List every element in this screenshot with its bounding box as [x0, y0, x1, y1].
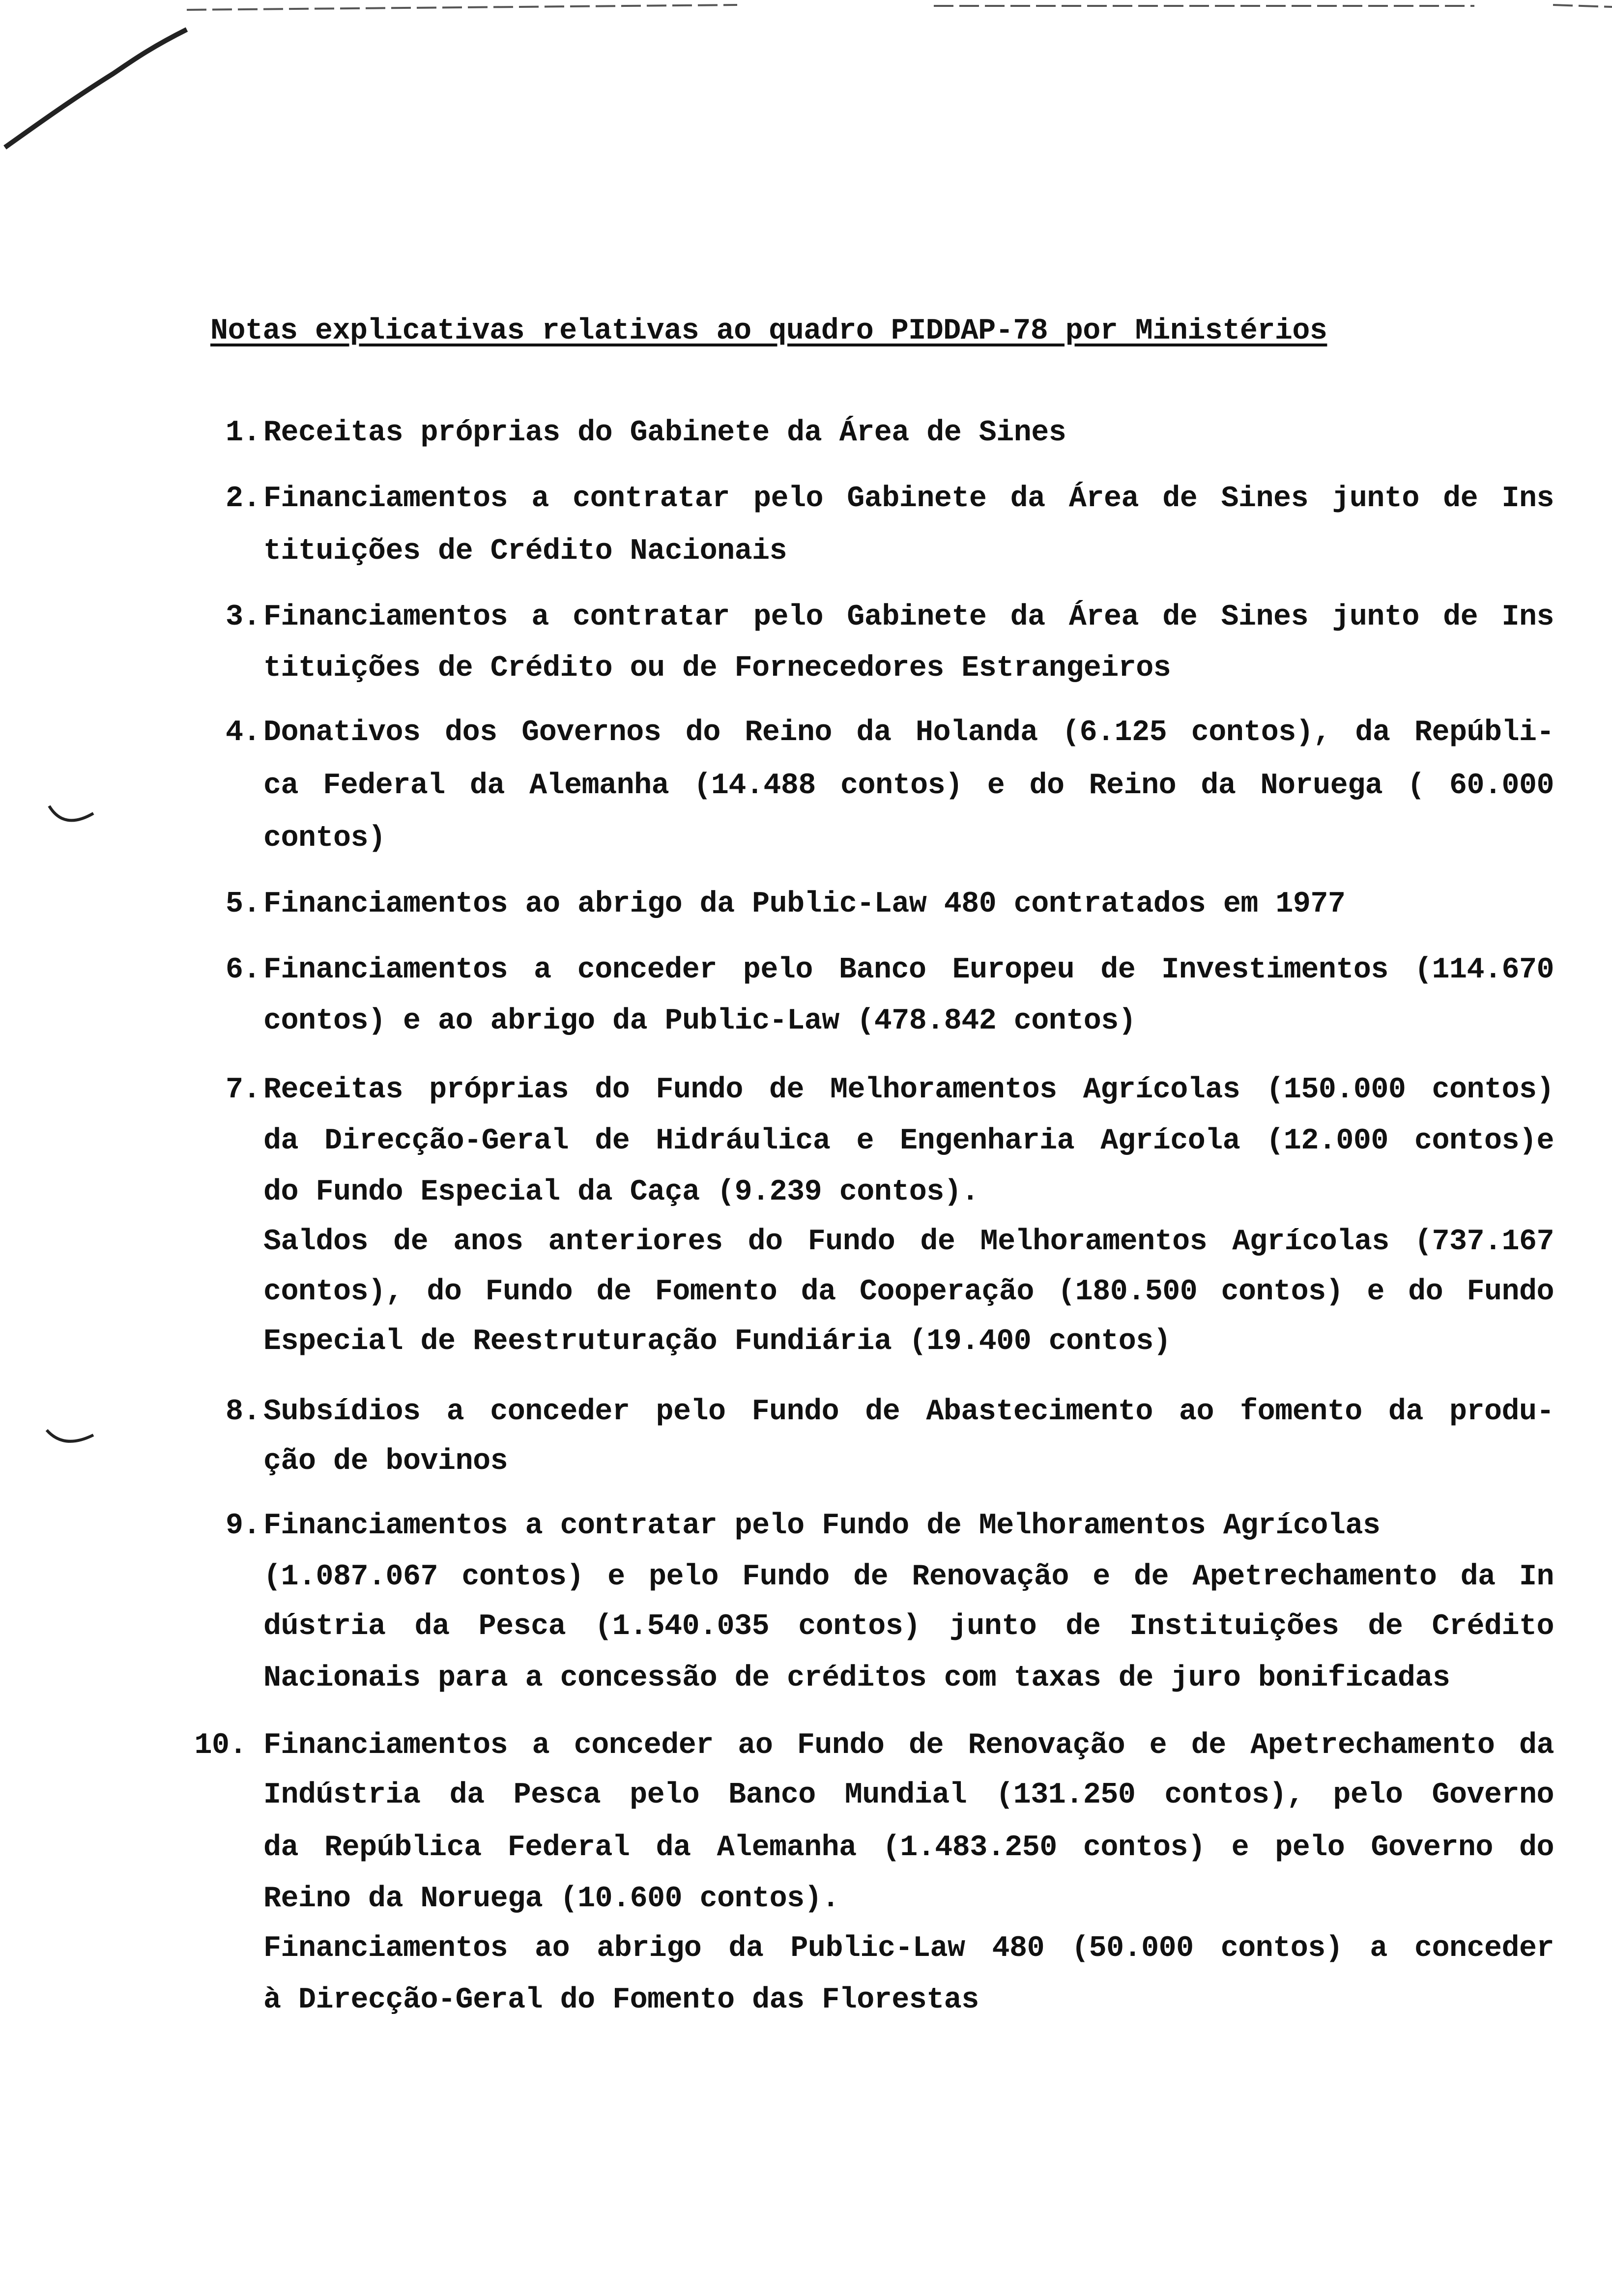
item-number: 9.: [225, 1509, 260, 1543]
item-number: 5.: [225, 887, 260, 921]
item-text-line: do Fundo Especial da Caça (9.239 contos).: [263, 1176, 979, 1209]
item-number: 2.: [225, 482, 260, 516]
item-text-line: Indústria da Pesca pelo Banco Mundial (131.250 contos), pelo Governo: [263, 1778, 1554, 1812]
check-mark: [49, 806, 93, 820]
item-text-line: da Direcção-Geral de Hidráulica e Engenharia Agrícola (12.000 contos)e: [263, 1124, 1554, 1158]
item-number: 10.: [194, 1728, 247, 1762]
top-edge-line: [187, 5, 1612, 10]
item-text-line: Donativos dos Governos do Reino da Holanda (6.125 contos), da Repúbli-: [263, 716, 1554, 750]
item-text-line: ca Federal da Alemanha (14.488 contos) e do Reino da Noruega ( 60.000: [263, 769, 1554, 803]
item-number: 3.: [225, 601, 260, 634]
item-text-line: à Direcção-Geral do Fomento das Florestas: [263, 1983, 979, 2017]
item-text-line: Saldos de anos anteriores do Fundo de Melhoramentos Agrícolas (737.167: [263, 1225, 1554, 1259]
item-text-line: da República Federal da Alemanha (1.483.250 contos) e pelo Governo do: [263, 1831, 1554, 1865]
item-text-line: tituições de Crédito ou de Fornecedores Estrangeiros: [263, 652, 1171, 686]
document-title: Notas explicativas relativas ao quadro PIDDAP-78 por Ministérios: [210, 315, 1327, 348]
item-number: 4.: [225, 716, 260, 750]
item-text-line: contos), do Fundo de Fomento da Cooperação (180.500 contos) e do Fundo: [263, 1275, 1554, 1309]
item-number: 7.: [225, 1073, 260, 1107]
item-number: 6.: [225, 953, 260, 987]
item-text-line: Subsídios a conceder pelo Fundo de Abastecimento ao fomento da produ-: [263, 1395, 1554, 1429]
item-text-line: dústria da Pesca (1.540.035 contos) junto de Instituições de Crédito: [263, 1610, 1554, 1644]
item-text-line: Financiamentos a contratar pelo Gabinete da Área de Sines junto de Ins: [263, 601, 1554, 634]
check-mark: [47, 1430, 93, 1441]
item-text-line: contos): [263, 821, 386, 855]
item-text-line: (1.087.067 contos) e pelo Fundo de Renovação e de Apetrechamento da In: [263, 1560, 1554, 1594]
item-text-line: Receitas próprias do Fundo de Melhoramentos Agrícolas (150.000 contos): [263, 1073, 1554, 1107]
item-text-line: Financiamentos a conceder ao Fundo de Renovação e de Apetrechamento da: [263, 1728, 1554, 1762]
item-text-line: Financiamentos a contratar pelo Gabinete da Área de Sines junto de Ins: [263, 482, 1554, 516]
item-text-line: Nacionais para a concessão de créditos com taxas de juro bonificadas: [263, 1661, 1450, 1695]
item-text-line: contos) e ao abrigo da Public-Law (478.842 contos): [263, 1004, 1136, 1038]
item-text-line: Financiamentos a conceder pelo Banco Europeu de Investimentos (114.670: [263, 953, 1554, 987]
item-number: 1.: [225, 416, 260, 450]
item-text-line: Reino da Noruega (10.600 contos).: [263, 1882, 839, 1916]
item-text-line: Financiamentos ao abrigo da Public-Law 480 contratados em 1977: [263, 887, 1346, 921]
item-text-line: Receitas próprias do Gabinete da Área de Sines: [263, 416, 1066, 450]
item-text-line: Financiamentos a contratar pelo Fundo de Melhoramentos Agrícolas: [263, 1509, 1381, 1543]
item-text-line: Especial de Reestruturação Fundiária (19.400 contos): [263, 1324, 1171, 1358]
item-text-line: Financiamentos ao abrigo da Public-Law 480 (50.000 contos) a conceder: [263, 1932, 1554, 1966]
scribble-mark: [5, 29, 187, 147]
item-text-line: ção de bovinos: [263, 1445, 508, 1479]
item-number: 8.: [225, 1395, 260, 1429]
item-text-line: tituições de Crédito Nacionais: [263, 535, 787, 569]
